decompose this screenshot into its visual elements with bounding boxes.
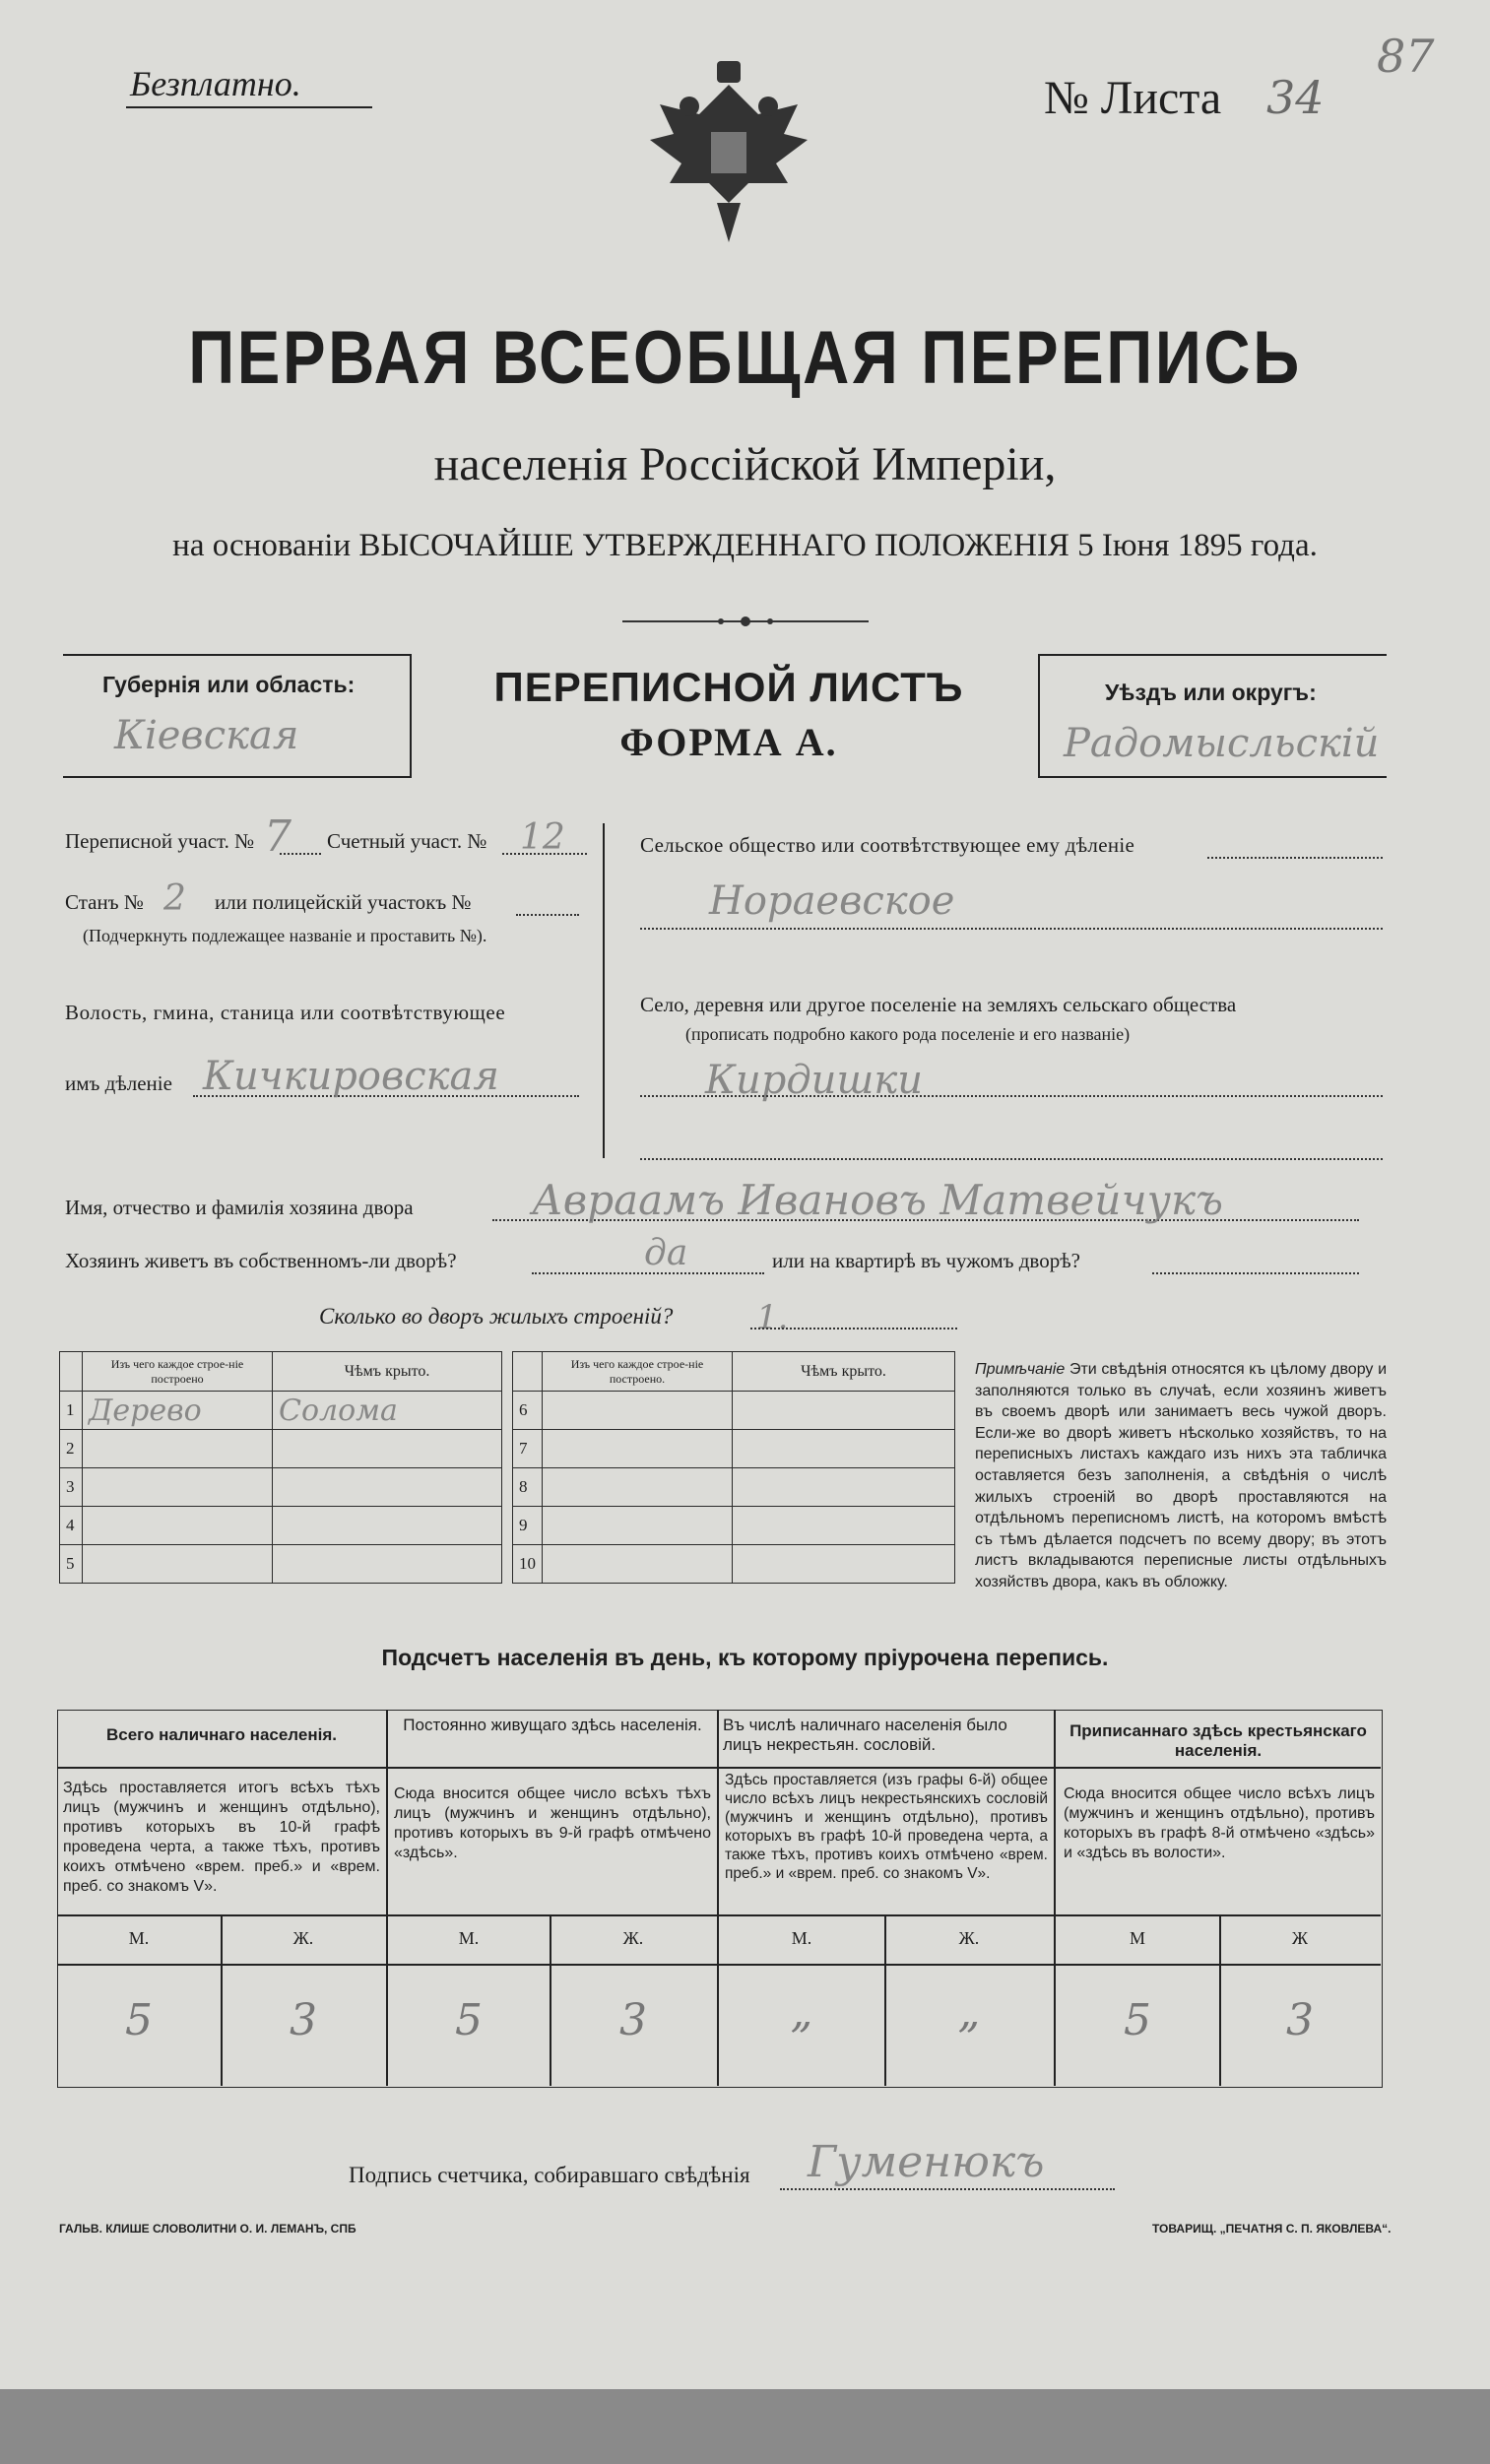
rent-label: или на квартирѣ въ чужомъ дворѣ? [772,1249,1080,1272]
society-value: Нораевское [709,878,955,924]
main-title: ПЕРВАЯ ВСЕОБЩАЯ ПЕРЕПИСЬ [188,316,1302,400]
own-yard-value: да [644,1233,688,1273]
pop-col-3-m-value: „ [790,1987,813,2038]
sheet-number: 34 [1266,71,1325,124]
free-underline [126,106,372,108]
table-row: 8 [513,1468,955,1507]
subtitle: населенія Россійской Имперіи, [433,438,1057,490]
police-label: или полицейскій участокъ № [215,890,472,914]
village-note: (прописать подробно какого рода поселеніе и его названіе) [685,1024,1131,1044]
owner-name-label: Имя, отчество и фамилія хозяина двора [65,1196,414,1219]
table-row: 3 [60,1468,502,1507]
volost-value: Кичкировская [203,1054,499,1099]
pop-col-4-title: Приписаннаго здѣсь крестьянскаго населенія. [1069,1721,1367,1760]
signature-value: Гуменюкъ [808,2137,1045,2187]
volost-label: Волость, гмина, станица или соотвѣтствующее [65,1001,506,1024]
census-district-value: 7 [264,811,292,862]
count-district-label: Счетный участ. № [327,829,487,853]
pop-col-1-title: Всего наличнаго населенія. [106,1725,337,1744]
village-label: Село, деревня или другое поселеніе на земляхъ сельскаго общества [640,993,1237,1016]
note-text: Эти свѣдѣнія относятся къ цѣлому двору и заполняются только въ случаѣ, если хозяинъ живетъ въ своемъ дворѣ или занимаетъ весь чужой дворъ. Если-же во дворѣ живетъ нѣсколько хозяйствъ, то на переписныхъ листахъ каждаго изъ нихъ эта табличка оставляется безъ заполненія, а свѣдѣнія о числѣ жилыхъ строеній во дворѣ проставляются на отдѣльномъ переписномъ листѣ, на которомъ вмѣстѣ съ тѣмъ дѣлается подсчетъ по всему двору; въ этотъ листъ вкладываются переписные листы отдѣльныхъ хозяйствъ двора, какъ въ обложку. [975,1361,1388,1590]
table-row: 7 [513,1430,955,1468]
pop-col-2-m-value: 5 [455,1995,483,2045]
free-label: Безплатно. [130,64,301,103]
ornament-divider [622,615,869,628]
owner-name-value: Авраамъ Ивановъ Матвейчукъ [532,1176,1224,1224]
own-yard-label: Хозяинъ живетъ въ собственномъ-ли дворѣ? [65,1249,457,1272]
corner-number: 87 [1377,30,1435,83]
table-row: 6 [513,1392,955,1430]
yard-note [975,1359,1387,1593]
uezd-label: Уѣздъ или округъ: [1105,680,1317,705]
material-header: Изъ чего каждое строе-ніе построено [83,1352,273,1392]
pop-col-3-text: Здѣсь проставляется (изъ графы 6-й) общее число всѣхъ лицъ некрестьянскихъ сословій (мужчинъ и женщинъ отдѣльно), противъ которыхъ въ графѣ 10-й проведена черта, а также тѣхъ, противъ коихъ отмѣчено «врем. преб.» и «врем. преб. со знакомъ V». [725,1772,1048,1882]
scan-edge [0,2389,1490,2464]
pop-col-2-zh: Ж. [622,1928,644,1948]
pop-col-1-m: М. [128,1928,150,1948]
population-heading: Подсчетъ населенія въ день, къ которому пріурочена перепись. [381,1645,1109,1670]
table-row: 2 [60,1430,502,1468]
table-row: 10 [513,1545,955,1584]
pop-col-1-text: Здѣсь проставляется итогъ всѣхъ тѣхъ лицъ (мужчинъ и женщинъ отдѣльно), противъ которыхъ въ 10-й графѣ проведена черта, а также тѣхъ, противъ коихъ отмѣчено «врем. преб.» и «врем. преб. со знакомъ V». [63,1780,380,1895]
pop-col-2-text: Сюда вносится общее число всѣхъ тѣхъ лицъ (мужчинъ и женщинъ отдѣльно), противъ которыхъ въ 9-й графѣ отмѣчено «здѣсь». [394,1785,711,1861]
footer-right: ТОВАРИЩ. „ПЕЧАТНЯ С. П. ЯКОВЛЕВА“. [1152,2222,1392,2236]
volost-label-2: имъ дѣленіе [65,1071,172,1095]
buildings-value: 1. [756,1298,789,1337]
pop-col-2-zh-value: 3 [619,1995,647,2045]
buildings-table-left [59,1351,502,1584]
signature-label: Подпись счетчика, собиравшаго свѣдѣнія [349,2163,750,2187]
pop-col-4-zh: Ж [1291,1928,1309,1948]
pop-col-4-m: М [1129,1928,1145,1948]
pop-col-2-title: Постоянно живущаго здѣсь населенія. [403,1716,702,1734]
stan-value: 2 [163,878,186,919]
table-row: 5 [60,1545,502,1584]
table-row: 9 [513,1507,955,1545]
pop-col-1-m-value: 5 [125,1995,153,2045]
pop-col-2-m: М. [458,1928,480,1948]
count-district-value: 12 [520,817,565,858]
buildings-label: Сколько во дворъ жилыхъ строеній? [319,1304,674,1329]
pop-col-4-text: Сюда вносится общее число всѣхъ лицъ (мужчинъ и женщинъ отдѣльно), противъ которыхъ въ графѣ 8-й отмѣчено «здѣсь» и «здѣсь въ волости». [1064,1785,1375,1861]
pop-col-1-zh: Ж. [292,1928,314,1948]
pop-col-4-m-value: 5 [1124,1995,1151,2045]
society-label: Сельское общество или соотвѣтствующее ему дѣленіе [640,833,1135,857]
form-title-2: ФОРМА А. [619,720,838,764]
double-headed-eagle-icon [630,55,827,252]
pop-col-3-title: Въ числѣ наличнаго населенія было лицъ некрестьян. сословій. [723,1716,1007,1754]
fields-divider [603,823,605,1158]
material-header: Изъ чего каждое строе-ніе построено. [543,1352,733,1392]
basis-line: на основаніи ВЫСОЧАЙШЕ УТВЕРЖДЕННАГО ПОЛОЖЕНІЯ 5 Іюня 1895 года. [172,528,1318,563]
roof-header: Чѣмъ крыто. [273,1352,502,1392]
stan-label: Станъ № [65,890,144,914]
uezd-value: Радомысльскій [1064,721,1380,766]
pop-col-1-zh-value: 3 [290,1995,317,2045]
note-prefix: Примѣчаніе [975,1361,1066,1378]
pop-col-3-zh-value: „ [957,1987,981,2038]
table-row: 1 Дерево Солома [60,1392,502,1430]
underline-note: (Подчеркнуть подлежащее названіе и проставить №). [83,926,487,945]
census-district-label: Переписной участ. № [65,829,255,853]
footer-left: ГАЛЬВ. КЛИШЕ СЛОВОЛИТНИ О. И. ЛЕМАНЪ, СПБ [59,2222,356,2236]
pop-col-4-zh-value: 3 [1286,1995,1314,2045]
pop-col-3-m: М. [791,1928,812,1948]
buildings-table-right [512,1351,955,1584]
sheet-label: № Листа [1044,72,1222,124]
gubernia-label: Губернія или область: [102,672,356,697]
pop-col-3-zh: Ж. [958,1928,980,1948]
village-value: Кирдишки [705,1058,923,1103]
gubernia-value: Кіевская [114,713,299,758]
roof-header: Чѣмъ крыто. [733,1352,955,1392]
table-row: 4 [60,1507,502,1545]
form-title-1: ПЕРЕПИСНОЙ ЛИСТЪ [493,664,964,710]
